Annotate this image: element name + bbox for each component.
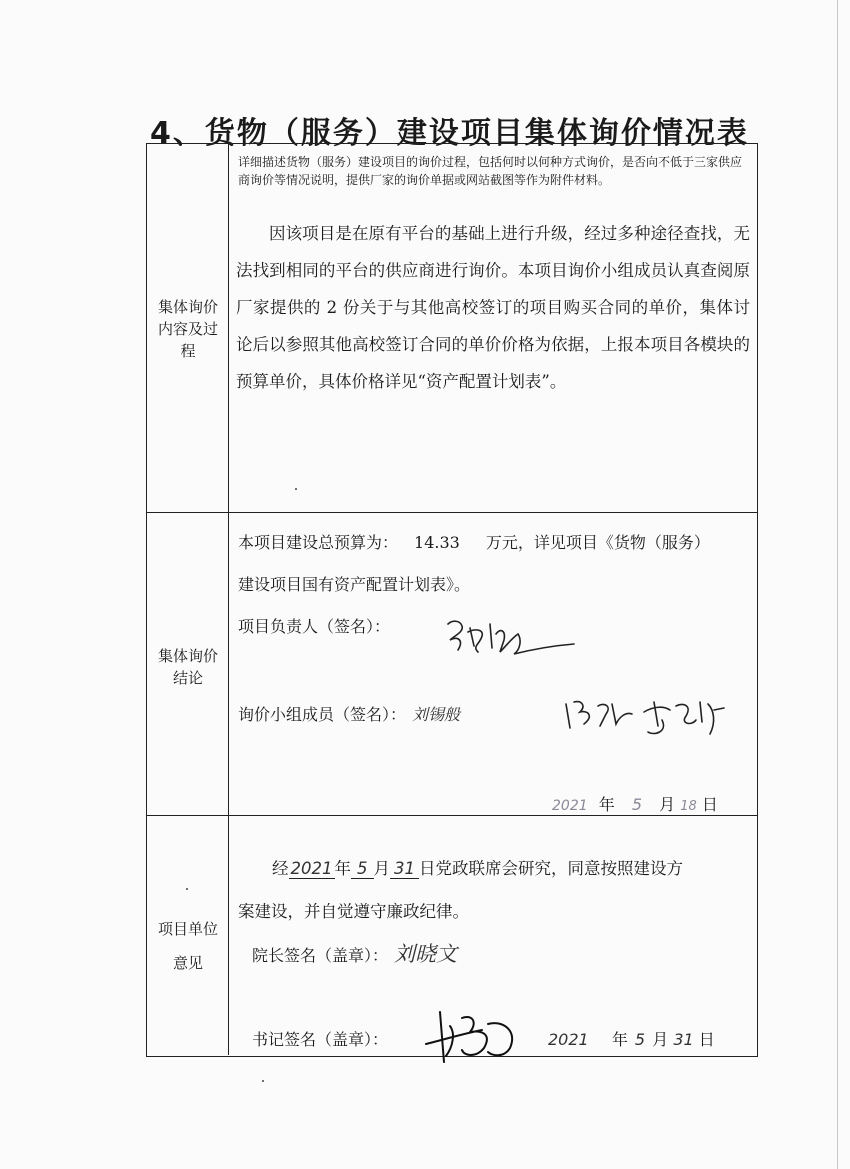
member-signature-1: 刘锡般 <box>412 705 461 724</box>
opinion-post: 日党政联席会研究，同意按照建设方 <box>419 859 683 878</box>
conclusion-date-day: 18 <box>680 799 697 814</box>
project-leader-signature <box>440 610 590 660</box>
secretary-signature <box>422 1004 532 1068</box>
secretary-date <box>548 1027 715 1050</box>
secretary-date-yue: 月 <box>652 1030 669 1049</box>
conclusion-date <box>552 792 718 815</box>
conclusion-date-yue: 月 <box>659 795 676 814</box>
project-leader-label: 项目负责人（签名）： <box>238 617 391 636</box>
member-signature-2 <box>560 694 640 738</box>
scan-speck <box>186 888 188 890</box>
scan-speck <box>295 488 297 490</box>
dean-signature-row <box>252 938 457 968</box>
secretary-date-day: 31 <box>673 1030 694 1049</box>
secretary-date-nian: 年 <box>611 1030 628 1049</box>
row-divider-1 <box>146 512 758 513</box>
dean-label: 院长签名（盖章）： <box>252 946 389 965</box>
budget-line-2: 建设项目国有资产配置计划表》。 <box>238 575 471 594</box>
unit-opinion-label-text: 项目单位意见 <box>157 920 218 972</box>
opinion-year: 2021 <box>290 859 333 878</box>
secretary-signature-row <box>252 1027 388 1050</box>
secretary-date-ri: 日 <box>698 1030 715 1049</box>
dean-signature: 刘晓文 <box>394 942 458 966</box>
opinion-yue: 月 <box>373 859 390 878</box>
conclusion-date-nian: 年 <box>598 795 615 814</box>
column-divider <box>228 143 229 1055</box>
conclusion-date-year: 2021 <box>552 798 588 814</box>
opinion-prefix: 经 <box>272 859 289 878</box>
inquiry-members-label <box>238 702 460 725</box>
section-label-conclusion: 集体询价结论 <box>157 647 218 687</box>
secretary-date-month: 5 <box>634 1030 646 1049</box>
budget-suffix: 万元，详见项目《货物（服务） <box>485 533 710 552</box>
section-label-unit-opinion <box>152 912 224 980</box>
member-signature-3 <box>640 692 730 742</box>
instruction-text: 详细描述货物（服务）建设项目的询价过程，包括何时以何种方式询价，是否向不低于三家供应商询价等情况说明，提供厂家的询价单据或网站截图等作为附件材料。 <box>238 155 743 187</box>
budget-line-1 <box>238 530 710 553</box>
scan-edge <box>837 0 838 1169</box>
conclusion-date-ri: 日 <box>701 795 718 814</box>
page-title: 4、货物（服务）建设项目集体询价情况表 <box>150 116 749 151</box>
budget-prefix: 本项目建设总预算为： <box>238 533 399 552</box>
scan-speck <box>262 1080 264 1082</box>
conclusion-date-month: 5 <box>631 795 643 814</box>
opinion-month: 5 <box>351 859 374 879</box>
opinion-line-2: 案建设，并自觉遵守廉政纪律。 <box>238 902 469 921</box>
budget-value: 14.33 <box>414 533 460 552</box>
section-label-inquiry-process: 集体询价内容及过程 <box>157 298 218 360</box>
inquiry-process-body: 因该项目是在原有平台的基础上进行升级，经过多种途径查找，无法找到相同的平台的供应商进行询价。本项目询价小组成员认真查阅原厂家提供的 2 份关于与其他高校签订的项目购买合同的单价，集体讨论后以参照其他高校签订合同的单价价格为依据，上报本项目各模块的预算单价，具体价格详见“资产配置计划表”。 <box>236 224 750 391</box>
opinion-nian: 年 <box>334 859 351 878</box>
opinion-day: 31 <box>390 859 419 879</box>
secretary-date-year: 2021 <box>548 1030 589 1049</box>
opinion-line-1 <box>272 855 683 879</box>
members-label-text: 询价小组成员（签名）： <box>238 705 407 724</box>
secretary-label: 书记签名（盖章）： <box>252 1030 389 1049</box>
row-divider-2 <box>146 815 758 816</box>
